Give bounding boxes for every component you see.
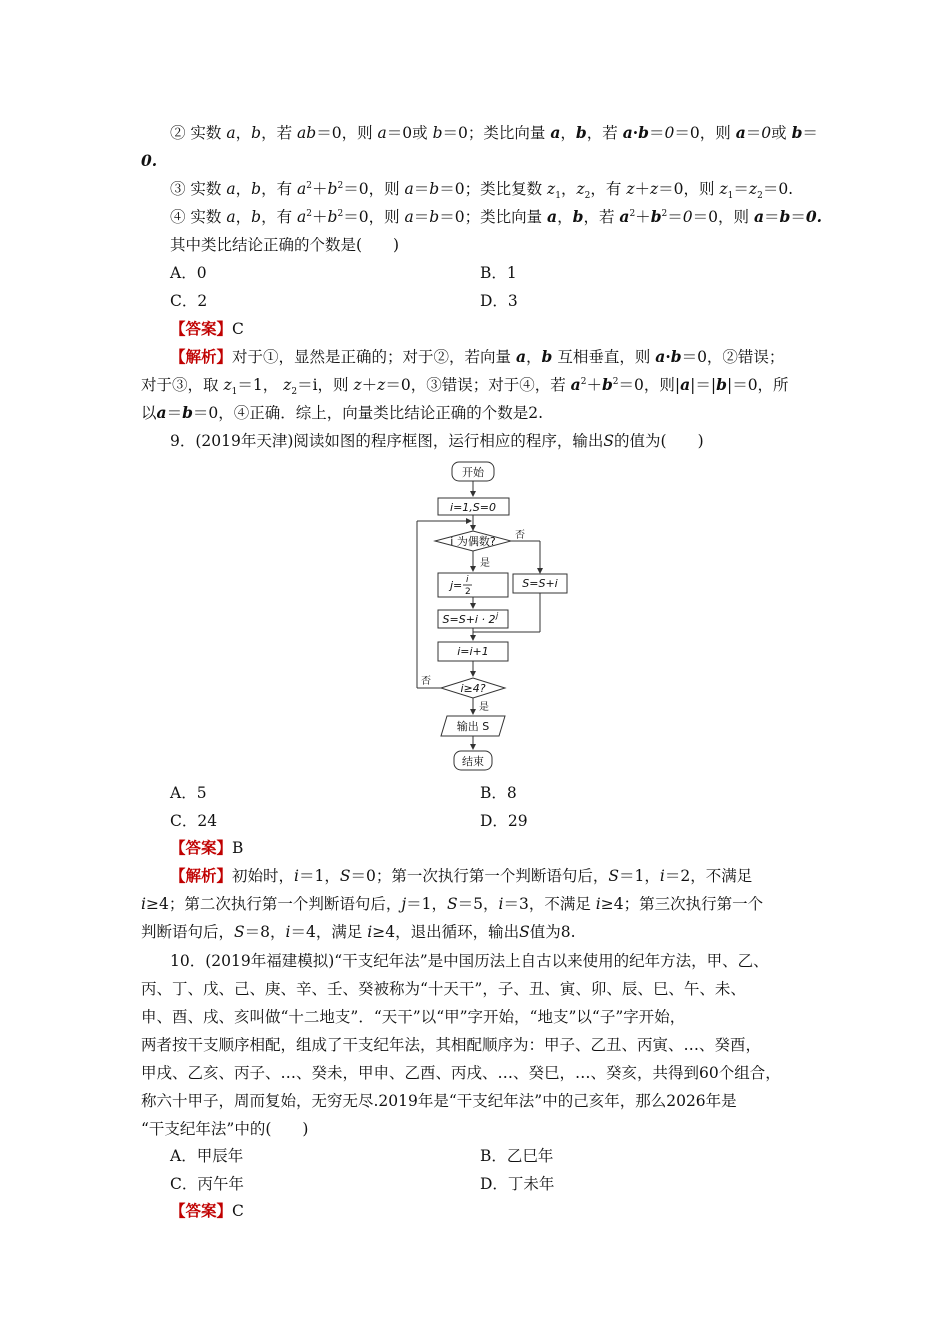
q9-answer: 【答案】B xyxy=(170,838,244,857)
svg-text:2: 2 xyxy=(465,587,471,597)
svg-text:否: 否 xyxy=(421,676,431,687)
q8-option-c: C．2 xyxy=(170,292,208,310)
q8-option-b: B．1 xyxy=(480,264,517,282)
q8-question: 其中类比结论正确的个数是( ) xyxy=(170,236,400,254)
q8-option-a: A．0 xyxy=(170,264,207,282)
svg-text:S=S+i: S=S+i xyxy=(522,577,558,590)
q9-option-a: A．5 xyxy=(170,784,207,802)
q8-analysis-line-1: 【解析】对于①，显然是正确的；对于②，若向量 a，b 互相垂直，则 a·b＝0，②错误； xyxy=(170,347,785,366)
q9-analysis-line-2: i≥4；第二次执行第一个判断语句后，j＝1，S＝5，i＝3，不满足 i≥4；第三次执行第一个 xyxy=(141,895,764,913)
q10-option-c: C．丙午年 xyxy=(170,1175,244,1193)
q8-option-d: D．3 xyxy=(480,292,518,310)
flow-j-box xyxy=(438,573,508,597)
q10-line-2: 丙、丁、戊、己、庚、辛、壬、癸被称为“十天干”，子、丑、寅、卯、辰、巳、午、未、 xyxy=(141,980,746,998)
svg-text:是: 是 xyxy=(480,558,490,569)
svg-text:开始: 开始 xyxy=(462,466,484,479)
svg-text:i≥4?: i≥4? xyxy=(460,682,486,695)
svg-text:i: i xyxy=(466,575,469,585)
q9-option-b: B．8 xyxy=(480,784,517,802)
q10-line-1: 10．(2019年福建模拟)“干支纪年法”是中国历法上自古以来使用的纪年方法，甲、乙、 xyxy=(170,952,769,970)
svg-text:j=: j= xyxy=(450,579,463,592)
svg-text:i 为偶数?: i 为偶数? xyxy=(450,535,496,548)
q8-analysis-line-2: 对于③，取 $z_1=1$， $z_2=i$，则 z＋z＝0，③错误；对于④，若 $a^2+b^2=0$，则|a|＝|b|＝0，所 xyxy=(141,375,789,398)
svg-text:输出 S: 输出 S xyxy=(456,720,490,733)
q10-line-6: 称六十甲子，周而复始，无穷无尽.2019年是“干支纪年法”中的己亥年，那么2026年是 xyxy=(141,1092,737,1110)
q9-option-d: D．29 xyxy=(480,812,528,830)
q9-flowchart xyxy=(405,458,580,776)
q8-item-4: ④ 实数 a，b，有 $a^2+b^2=0$，则 a＝b＝0；类比向量 a，b，若 $a^2+b^2=0=0$，则 a＝b＝0. xyxy=(170,207,823,226)
q10-line-5: 甲戌、乙亥、丙子、…、癸未，甲申、乙酉、丙戌、…、癸巳，…、癸亥，共得到60个组合， xyxy=(141,1064,781,1082)
q10-option-a: A．甲辰年 xyxy=(170,1147,244,1165)
q10-line-3: 申、酉、戌、亥叫做“十二地支”．“天干”以“甲”字开始，“地支”以“子”字开始， xyxy=(141,1008,686,1026)
q8-answer: 【答案】C xyxy=(170,319,244,338)
svg-text:j: j xyxy=(496,611,499,620)
q8-item-2-cont: 0. xyxy=(141,151,158,170)
q9-analysis-line-1: 【解析】初始时，i＝1，S＝0；第一次执行第一个判断语句后，S＝1，i＝2，不满足 xyxy=(170,866,753,885)
q8-item-2: ② 实数 a，b，若 ab＝0，则 a＝0或 b＝0；类比向量 a，b，若 a·b＝0＝0，则 a＝0或 b＝ xyxy=(170,123,818,142)
svg-text:结束: 结束 xyxy=(462,755,484,768)
q8-analysis-line-3: 以a＝b＝0，④正确．综上，向量类比结论正确的个数是2. xyxy=(141,403,544,422)
svg-text:i=1,S=0: i=1,S=0 xyxy=(450,501,496,514)
svg-text:i=i+1: i=i+1 xyxy=(457,645,489,658)
q9-analysis-line-3: 判断语句后，S＝8，i＝4，满足 i≥4，退出循环，输出S值为8. xyxy=(141,923,576,941)
q8-item-3: ③ 实数 a，b，有 $a^2+b^2=0$，则 a＝b＝0；类比复数 $z_1$，$z_2$，有 z＋z＝0，则 $z_1=z_2=0$. xyxy=(170,180,794,202)
q10-option-b: B．乙巳年 xyxy=(480,1147,554,1165)
svg-text:S=S+i · 2: S=S+i · 2 xyxy=(442,613,496,626)
q9-option-c: C．24 xyxy=(170,812,218,830)
q9-stem: 9．(2019年天津)阅读如图的程序框图，运行相应的程序，输出S的值为( ) xyxy=(170,432,704,450)
q10-line-7: “干支纪年法”中的( ) xyxy=(141,1120,309,1138)
q10-answer: 【答案】C xyxy=(170,1201,244,1220)
svg-text:是: 是 xyxy=(479,702,489,713)
svg-text:否: 否 xyxy=(515,530,525,541)
q10-line-4: 两者按干支顺序相配，组成了干支纪年法，其相配顺序为：甲子、乙丑、丙寅、…、癸酉， xyxy=(141,1036,762,1054)
q10-option-d: D．丁未年 xyxy=(480,1175,555,1193)
